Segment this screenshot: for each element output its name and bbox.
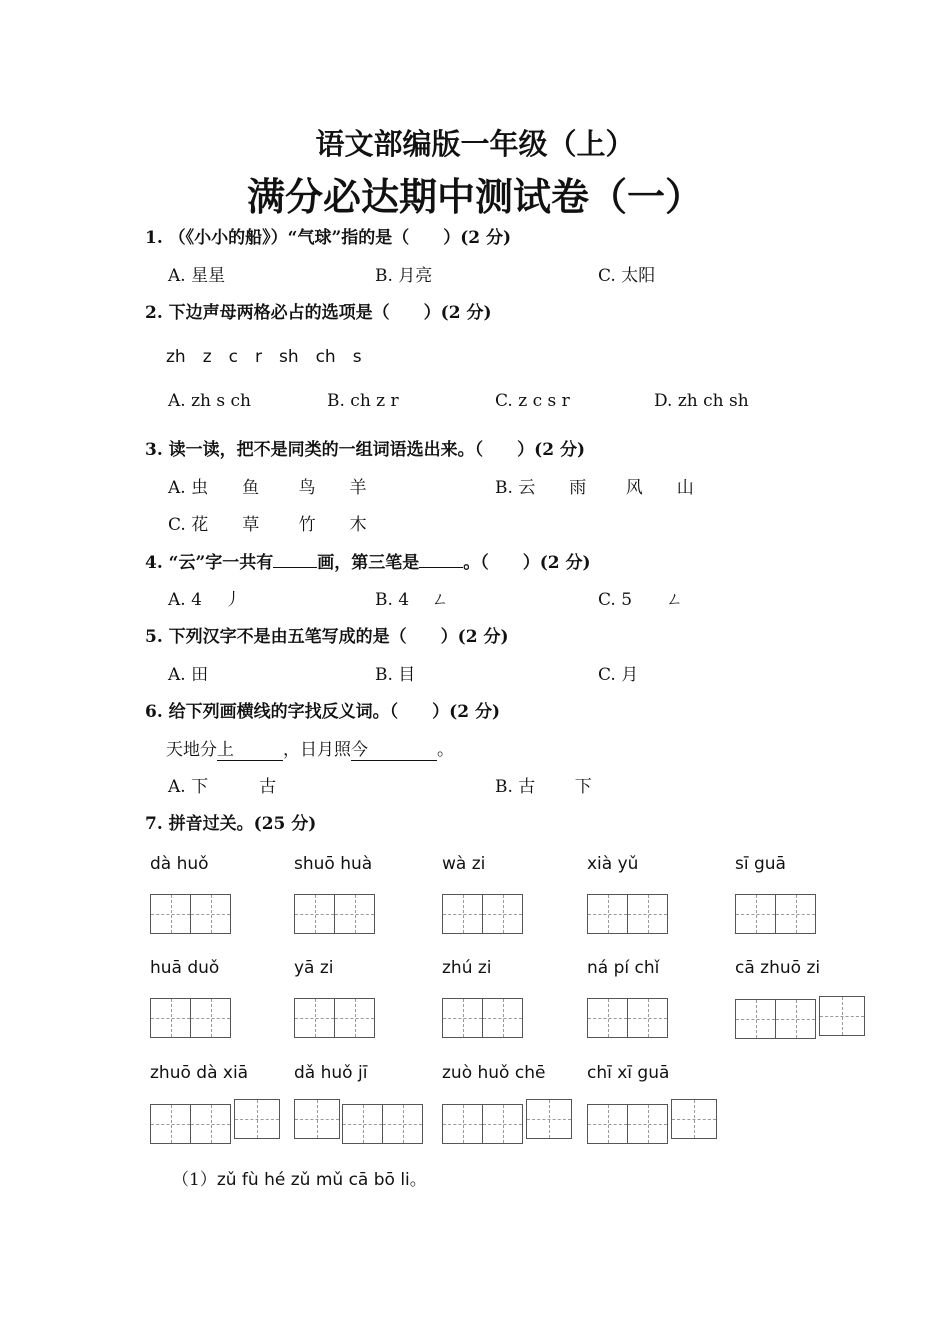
writing-cell[interactable] [442, 998, 483, 1038]
q6-underlined-char-1 [217, 735, 283, 761]
writing-grid[interactable] [587, 1104, 668, 1144]
q4-option-a: A. 4 丿 [168, 590, 242, 610]
writing-cell[interactable] [190, 998, 231, 1038]
q4-blank-1 [273, 567, 317, 568]
q6-phrase-part-2: ，日月照 [283, 740, 351, 760]
pinyin-word: zhuō dà xiā [150, 1063, 249, 1083]
writing-cell[interactable] [294, 1099, 340, 1139]
question-2-stem: 2. 下边声母两格必占的选项是（ ）(2 分) [145, 303, 492, 323]
sentence-number: （1） [172, 1170, 217, 1190]
pinyin-word: yā zi [294, 958, 334, 978]
q4-blank-2 [419, 567, 463, 568]
q2-option-b: B. ch z r [327, 391, 399, 411]
writing-grid[interactable] [735, 999, 816, 1039]
writing-grid[interactable] [294, 998, 375, 1038]
q6-phrase-part-1: 天地分 [166, 740, 217, 760]
writing-grid[interactable] [234, 1099, 280, 1139]
writing-grid[interactable] [294, 1099, 340, 1139]
writing-cell[interactable] [234, 1099, 280, 1139]
writing-grid[interactable] [587, 894, 668, 934]
q2-option-c: C. z c s r [495, 391, 570, 411]
q6-option-b: B. 古 下 [495, 777, 592, 797]
pinyin-word: shuō huà [294, 854, 373, 874]
q2-option-a: A. zh s ch [168, 391, 251, 411]
q6-char-shang: 上 [217, 740, 234, 760]
pinyin-word: wà zi [442, 854, 486, 874]
pinyin-word: xià yǔ [587, 854, 639, 874]
writing-grid[interactable] [671, 1099, 717, 1139]
question-5-stem: 5. 下列汉字不是由五笔写成的是（ ）(2 分) [145, 627, 509, 647]
pinyin-word: huā duǒ [150, 958, 220, 978]
writing-cell[interactable] [627, 894, 668, 934]
q3-option-c: C. 花 草 竹 木 [168, 515, 367, 535]
writing-cell[interactable] [627, 1104, 668, 1144]
writing-grid[interactable] [150, 1104, 231, 1144]
q6-phrase-part-3: 。 [437, 740, 454, 760]
writing-cell[interactable] [482, 1104, 523, 1144]
writing-cell[interactable] [587, 894, 628, 934]
q1-option-b: B. 月亮 [375, 266, 433, 286]
writing-cell[interactable] [671, 1099, 717, 1139]
writing-grid[interactable] [587, 998, 668, 1038]
pinyin-word: zuò huǒ chē [442, 1063, 546, 1083]
writing-cell[interactable] [482, 998, 523, 1038]
writing-cell[interactable] [775, 999, 816, 1039]
writing-grid[interactable] [442, 998, 523, 1038]
writing-cell[interactable] [587, 1104, 628, 1144]
q5-option-a: A. 田 [168, 665, 209, 685]
question-1-stem: 1. （《小小的船》）“气球”指的是（ ）(2 分) [145, 228, 512, 248]
writing-cell[interactable] [526, 1099, 572, 1139]
writing-cell[interactable] [190, 894, 231, 934]
writing-cell[interactable] [735, 999, 776, 1039]
pinyin-word: zhú zi [442, 958, 492, 978]
writing-cell[interactable] [382, 1104, 423, 1144]
writing-cell[interactable] [587, 998, 628, 1038]
pinyin-word: ná pí chǐ [587, 958, 660, 978]
writing-grid[interactable] [442, 1104, 523, 1144]
writing-grid[interactable] [150, 894, 231, 934]
q4-stem-part-1: 4. “云”字一共有 [145, 553, 274, 573]
writing-cell[interactable] [334, 894, 375, 934]
title-line-2: 满分必达期中测试卷（一） [246, 174, 703, 219]
writing-cell[interactable] [442, 894, 483, 934]
q3-option-a: A. 虫 鱼 鸟 羊 [168, 478, 367, 498]
pinyin-word: chī xī guā [587, 1063, 670, 1083]
q2-initials: zh z c r sh ch s [166, 347, 362, 367]
writing-cell[interactable] [627, 998, 668, 1038]
writing-grid[interactable] [526, 1099, 572, 1139]
pinyin-word: dà huǒ [150, 854, 209, 874]
writing-cell[interactable] [342, 1104, 383, 1144]
q5-option-b: B. 目 [375, 665, 416, 685]
q4-stem-part-2: 画，第三笔是 [317, 553, 420, 573]
q5-option-c: C. 月 [598, 665, 639, 685]
q1-option-c: C. 太阳 [598, 266, 656, 286]
pinyin-word: dǎ huǒ jī [294, 1063, 368, 1083]
question-4-stem [145, 548, 591, 573]
writing-cell[interactable] [150, 1104, 191, 1144]
pinyin-word: cā zhuō zi [735, 958, 821, 978]
writing-cell[interactable] [334, 998, 375, 1038]
writing-cell[interactable] [775, 894, 816, 934]
writing-grid[interactable] [342, 1104, 423, 1144]
writing-grid[interactable] [442, 894, 523, 934]
question-7-stem: 7. 拼音过关。(25 分) [145, 814, 317, 834]
sentence-pinyin: zǔ fù hé zǔ mǔ cā bō li。 [216, 1170, 427, 1190]
writing-cell[interactable] [735, 894, 776, 934]
q1-option-a: A. 星星 [168, 266, 226, 286]
writing-grid[interactable] [735, 894, 816, 934]
question-6-stem: 6. 给下列画横线的字找反义词。（ ）(2 分) [145, 702, 500, 722]
title-line-1: 语文部编版一年级（上） [315, 127, 635, 161]
writing-grid[interactable] [294, 894, 375, 934]
q6-char-jin: 今 [351, 740, 368, 760]
writing-grid[interactable] [150, 998, 231, 1038]
writing-cell[interactable] [294, 894, 335, 934]
q4-option-b: B. 4 ㄥ [375, 590, 449, 610]
writing-cell[interactable] [819, 996, 865, 1036]
q6-underlined-char-2 [351, 735, 437, 761]
writing-cell[interactable] [294, 998, 335, 1038]
pinyin-word: sī guā [735, 854, 786, 874]
q6-phrase [166, 735, 454, 761]
q3-option-b: B. 云 雨 风 山 [495, 478, 694, 498]
q6-option-a: A. 下 古 [168, 777, 277, 797]
q2-option-d: D. zh ch sh [654, 391, 749, 411]
q4-option-c: C. 5 ㄥ [598, 590, 684, 610]
writing-cell[interactable] [190, 1104, 231, 1144]
writing-cell[interactable] [482, 894, 523, 934]
q7-sentence [172, 1165, 427, 1190]
question-3-stem: 3. 读一读，把不是同类的一组词语选出来。（ ）(2 分) [145, 440, 585, 460]
writing-cell[interactable] [150, 894, 191, 934]
writing-grid[interactable] [819, 996, 865, 1036]
writing-cell[interactable] [150, 998, 191, 1038]
writing-cell[interactable] [442, 1104, 483, 1144]
q4-stem-part-3: 。（ ）(2 分) [463, 553, 591, 573]
